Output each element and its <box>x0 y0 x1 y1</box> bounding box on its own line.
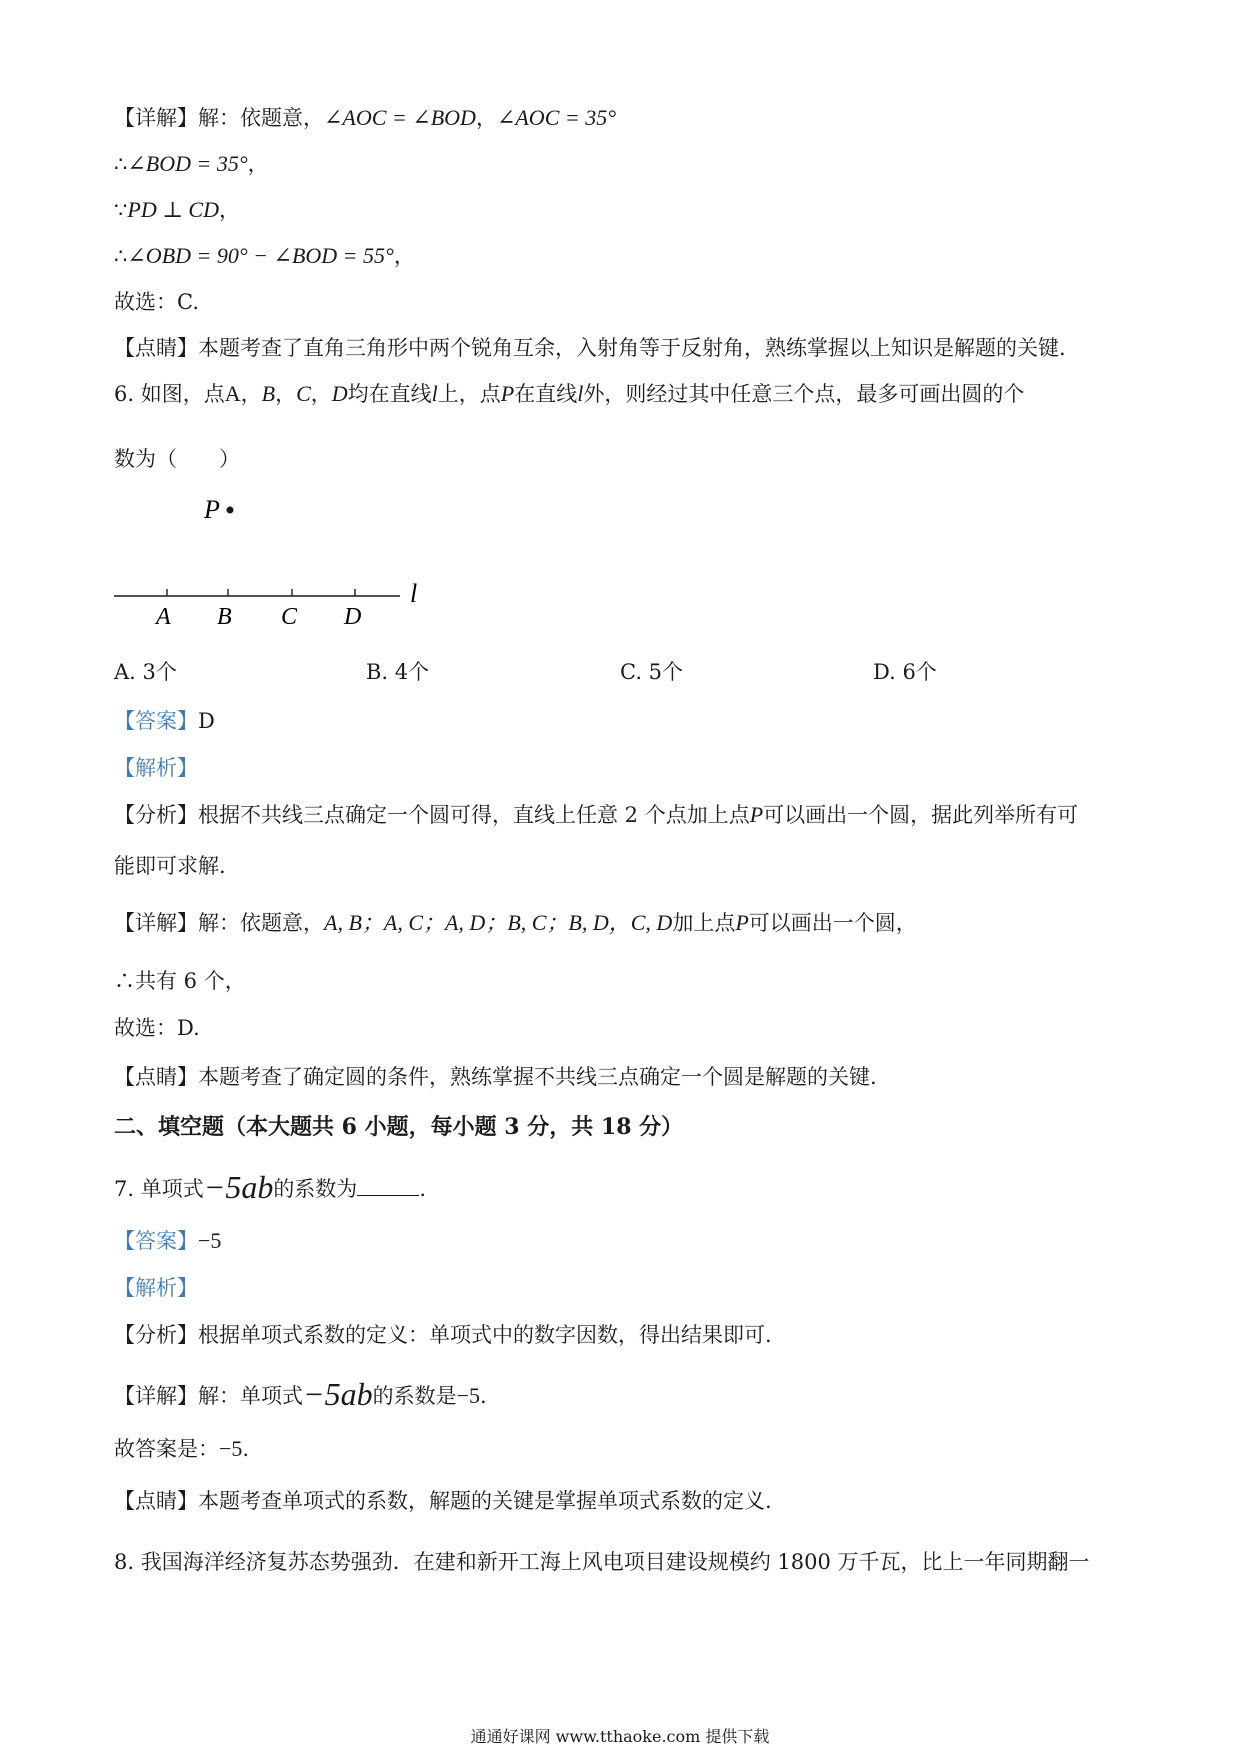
prev-step-3: ∵PD ⊥ CD， <box>114 197 240 222</box>
q6-analysis-tag: 【解析】 <box>114 756 198 780</box>
prev-detail-line: 【详解】解：依题意，∠AOC = ∠BOD，∠AOC = 35° <box>114 105 617 130</box>
q7-answer: 【答案】−5 <box>114 1228 222 1253</box>
q6-figure <box>100 490 440 640</box>
q6-analysis-line-2: 能即可求解. <box>114 854 226 878</box>
detail-tag: 【详解】 <box>114 106 198 130</box>
q6-total: ∴共有 6 个， <box>114 969 246 993</box>
q7-comment: 【点睛】本题考查单项式的系数，解题的关键是掌握单项式系数的定义. <box>114 1489 772 1513</box>
q6-option-a: A. 3个 <box>114 660 177 684</box>
q6-choice: 故选：D. <box>114 1016 200 1040</box>
q8-stem: 8. 我国海洋经济复苏态势强劲．在建和新开工海上风电项目建设规模约 1800 万千瓦，比上一年同期翻一 <box>114 1550 1090 1574</box>
q7-analysis: 【分析】根据单项式系数的定义：单项式中的数字因数，得出结果即可. <box>114 1323 772 1347</box>
figure-label-d: D <box>344 604 362 630</box>
figure-label-a: A <box>156 604 171 630</box>
section-2-heading: 二、填空题（本大题共 6 小题，每小题 3 分，共 18 分） <box>114 1114 684 1140</box>
figure-label-c: C <box>281 604 298 630</box>
prev-comment: 【点睛】本题考查了直角三角形中两个锐角互余，入射角等于反射角，熟练掌握以上知识是解题的关键. <box>114 336 1066 360</box>
q7-stem: 7. 单项式−5ab的系数为 . <box>114 1169 426 1205</box>
figure-point-p-label: P <box>204 495 220 524</box>
q7-analysis-tag: 【解析】 <box>114 1276 198 1300</box>
q6-comment: 【点睛】本题考查了确定圆的条件，熟练掌握不共线三点确定一个圆是解题的关键. <box>114 1065 877 1089</box>
q7-detail: 【详解】解：单项式−5ab的系数是−5. <box>114 1376 487 1412</box>
q6-option-d: D. 6个 <box>873 660 937 684</box>
q7-answer-blank <box>357 1177 419 1196</box>
q6-answer: 【答案】D <box>114 709 215 733</box>
q6-option-c: C. 5个 <box>620 660 684 684</box>
q6-option-b: B. 4个 <box>366 660 430 684</box>
q7-final: 故答案是：−5. <box>114 1436 250 1461</box>
prev-step-2: ∴∠BOD = 35°， <box>114 151 269 176</box>
figure-line-label: l <box>410 579 418 608</box>
page-footer: 通通好课网 www.tthaoke.com 提供下载 <box>470 1727 770 1746</box>
figure-label-b: B <box>217 604 232 630</box>
prev-step-4: ∴∠OBD = 90° − ∠BOD = 55°， <box>114 243 415 268</box>
figure-point-p <box>227 507 234 514</box>
q6-analysis-line-1: 【分析】根据不共线三点确定一个圆可得，直线上任意 2 个点加上点P可以画出一个圆，据此列举所有可 <box>114 802 1079 827</box>
q6-stem-line-2: 数为（ ） <box>114 447 240 471</box>
q6-detail: 【详解】解：依题意，A, B；A, C；A, D；B, C；B, D，C, D加上点P可以画出一个圆， <box>114 910 917 935</box>
prev-choice: 故选：C. <box>114 290 199 314</box>
q6-stem-line-1: 6. 如图，点A，B，C，D均在直线l上，点P在直线l外，则经过其中任意三个点，最多可画出圆的个 <box>114 381 1025 406</box>
